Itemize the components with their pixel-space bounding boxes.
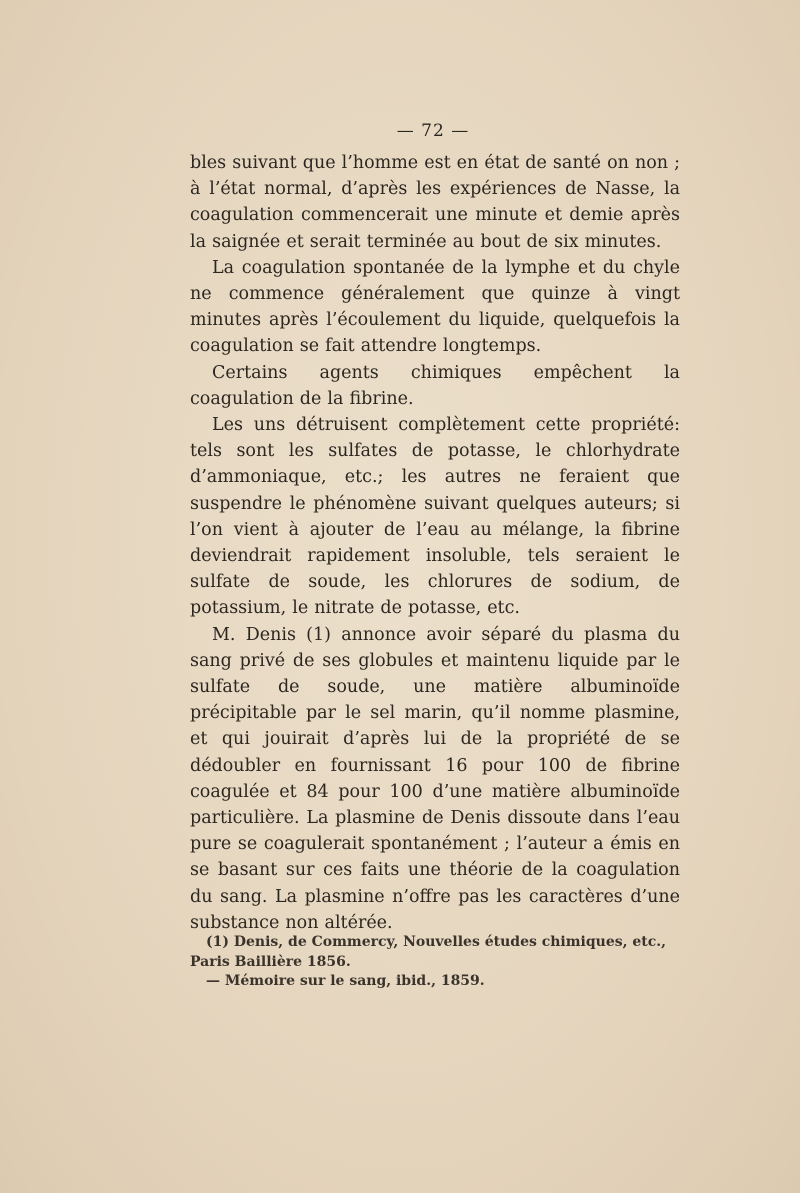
paragraph-chemical-agents: Certains agents chimiques empêchent la coagulation de la fibrine. bbox=[190, 362, 680, 409]
footnotes bbox=[190, 933, 680, 992]
page-number: — 72 — bbox=[396, 121, 470, 141]
paragraph-lymph-coagulation: La coagulation spontanée de la lymphe et du chyle ne commence généralement que quinze à vingt minutes après l’écoulement du liquide, quelquefois la coagulation se fait attendre longtemps. bbox=[190, 257, 680, 357]
footnote-2: — Mémoire sur le sang, ibid., 1859. bbox=[206, 973, 485, 989]
paragraph-sulfates: Les uns détruisent complètement cette propriété: tels sont les sulfates de potasse, le chlorhydrate d’ammoniaque, etc.; les autres ne feraient que suspendre le phénomène suivant quelques auteurs; si l’on vient à ajouter de l’eau au mélange, la fibrine deviendrait rapidement insoluble, tels seraient le sulfate de soude, les chlorures de sodium, de potassium, le nitrate de potasse, etc. bbox=[190, 415, 680, 619]
paragraph-continuation: bles suivant que l’homme est en état de santé on non ; à l’état normal, d’après les expériences de Nasse, la coagulation commencerait une minute et demie après la saignée et serait terminée au bout de six minutes. bbox=[190, 153, 680, 252]
body-text bbox=[190, 150, 680, 936]
footnote-1: (1) Denis, de Commercy, Nouvelles études chimiques, etc., Paris Baillière 1856. bbox=[190, 934, 667, 970]
paragraph-denis-plasmine: M. Denis (1) annonce avoir séparé du plasma du sang privé de ses globules et maintenu liquide par le sulfate de soude, une matière albuminoïde précipitable par le sel marin, qu’il nomme plasmine, et qui jouirait d’après lui de la propriété de se dédoubler en fournissant 16 pour 100 de fibrine coagulée et 84 pour 100 d’une matière albuminoïde particulière. La plasmine de Denis dissoute dans l’eau pure se coagulerait spontanément ; l’auteur a émis en se basant sur ces faits une théorie de la coagulation du sang. La plasmine n’offre pas les caractères d’une substance non altérée. bbox=[190, 624, 680, 933]
